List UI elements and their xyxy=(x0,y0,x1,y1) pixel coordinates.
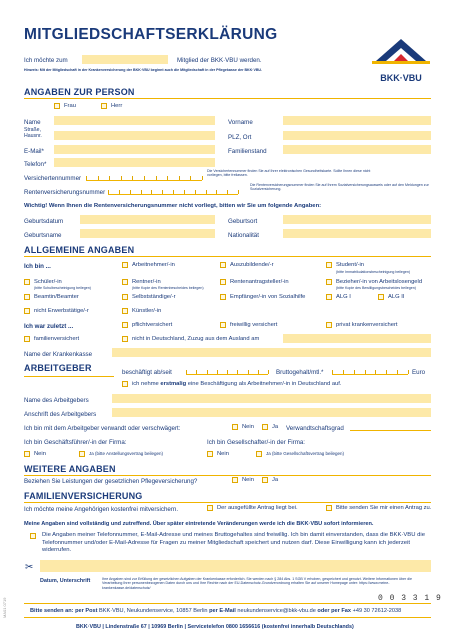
selbststaendig-label: Selbstständige/-r xyxy=(132,294,176,300)
signature-scissors-icon: ✂ xyxy=(25,562,34,573)
name-label: Name xyxy=(24,119,41,126)
digit-cell-tick xyxy=(397,370,398,374)
digit-cell-tick xyxy=(227,190,228,194)
nicht-erwerbstaetig-checkbox[interactable] xyxy=(24,308,30,314)
start-date-field[interactable] xyxy=(82,55,168,64)
gs-nein-checkbox[interactable] xyxy=(207,451,213,457)
pflege-nein-label: Nein xyxy=(242,477,254,483)
antrag-senden-checkbox[interactable] xyxy=(326,505,332,511)
section-allgemein-heading: ALLGEMEINE ANGABEN xyxy=(24,245,135,255)
section-arbeitgeber-heading: ARBEITGEBER xyxy=(24,363,92,373)
intro-suffix: Mitglied der BKK·VBU werden. xyxy=(177,57,262,64)
brutto-label: Bruttogehalt/mtl.* xyxy=(276,369,324,376)
freiwillig-label: freiwillig versichert xyxy=(230,322,278,328)
digit-cell-tick xyxy=(202,176,203,180)
euro-label: Euro xyxy=(412,369,426,376)
krankenkasse-label: Name der Krankenkasse xyxy=(24,351,93,358)
student-sub: (bitte Immatrikulationsbescheinigung beilegen) xyxy=(336,270,411,274)
section-person-heading: ANGABEN ZUR PERSON xyxy=(24,87,135,97)
signature-field[interactable] xyxy=(40,560,431,572)
section-weitere-heading: WEITERE ANGABEN xyxy=(24,464,116,474)
gf-nein-checkbox[interactable] xyxy=(24,451,30,457)
digit-cell-tick xyxy=(186,370,187,374)
arbeitgeber-anschrift-label: Anschrift des Arbeitgebers xyxy=(24,411,97,418)
digit-cell-tick xyxy=(144,176,145,180)
alg2-label: ALG II xyxy=(388,294,405,300)
antrag-liegt-checkbox[interactable] xyxy=(207,505,213,511)
arbeitgeber-name-label: Name des Arbeitgebers xyxy=(24,397,89,404)
rentner-sub: (bitte Kopie des Rentenbescheides beilegen) xyxy=(132,286,204,290)
name-field[interactable] xyxy=(54,116,215,125)
gf-ja-label: Ja (bitte Anstellungsvertrag beilegen) xyxy=(89,451,164,456)
digit-cell-tick xyxy=(375,370,376,374)
gf-ja-checkbox[interactable] xyxy=(79,451,85,457)
rentenantragsteller-checkbox[interactable] xyxy=(220,279,226,285)
geburtsdatum-label: Geburtsdatum xyxy=(24,218,64,225)
ausland-checkbox[interactable] xyxy=(122,336,128,342)
geburtsname-label: Geburtsname xyxy=(24,232,62,239)
student-checkbox[interactable] xyxy=(326,262,332,268)
geburtsdatum-field[interactable] xyxy=(80,215,215,224)
pflege-nein-checkbox[interactable] xyxy=(232,477,238,483)
senden-line: Bitte senden an: per Post BKK·VBU, Neukundenservice, 10857 Berlin per E-Mail neukundenservice@bkk-vbu.de oder per Fax +49 30 72612-2038 xyxy=(30,608,402,614)
vorname-label: Vorname xyxy=(228,119,253,126)
digit-cell-tick xyxy=(268,370,269,374)
digit-cell-tick xyxy=(119,190,120,194)
student-label: Student/-in xyxy=(336,262,365,268)
schueler-checkbox[interactable] xyxy=(24,279,30,285)
digit-cell-tick xyxy=(184,190,185,194)
alg1-checkbox[interactable] xyxy=(326,294,332,300)
pflicht-label: pflichtversichert xyxy=(132,322,173,328)
digit-cell-tick xyxy=(121,176,122,180)
digit-cell-tick xyxy=(227,370,228,374)
email-label: E-Mail* xyxy=(24,148,44,155)
schueler-label: Schüler/-in xyxy=(34,279,62,285)
digit-cell-tick xyxy=(132,176,133,180)
logo xyxy=(372,33,430,83)
kuenstler-label: Künstler/-in xyxy=(132,308,162,314)
familien-checkbox[interactable] xyxy=(24,336,30,342)
verwandtschaftsgrad-field[interactable] xyxy=(350,422,431,431)
digit-cell-tick xyxy=(238,190,239,194)
pflege-ja-label: Ja xyxy=(272,477,279,483)
erstmalig-text: ich nehme erstmalig eine Beschäftigung als Arbeitnehmer/-in in Deutschland auf. xyxy=(132,381,342,387)
datenschutz-text: Ihre Angaben sind zur Erfüllung der gesetzlichen Aufgaben der Krankenkasse erforderlich. Sie werden nach § 284 Abs. 1 SGB V erhoben, gespeichert und genutzt. Weitere Informationen über die Verarbeitung Ihrer personenbezogenen Daten durch uns und Ihre Rechte nach der EU-Datenschutz-Grundverordnung erhalten Sie auf unserer Homepage unter: https://www.meine-krankenkasse.de/datenschutz/ xyxy=(102,577,412,590)
alg2-checkbox[interactable] xyxy=(378,294,384,300)
geschaeftsfuehrer-label: Ich bin Geschäftsführer/-in der Firma: xyxy=(24,439,127,446)
privat-label: privat krankenversichert xyxy=(336,322,398,328)
erstmalig-checkbox[interactable] xyxy=(122,381,128,387)
verwandt-label: Ich bin mit dem Arbeitgeber verwandt oder verschwägert: xyxy=(24,425,181,432)
einwilligung-text: Die Angaben meiner Telefonnummer, E-Mail-Adresse und meines Bruttogehaltes sind freiwillig. Ich bin damit einverstanden, dass die BKK·VBU die Telefonnummer und/oder E-Mail-Adresse für Fragen zu meiner Mitgliedschaft speichert und nutzen darf. Diese Einwilligung kann ich jederzeit widerrufen. xyxy=(42,532,425,553)
digit-cell-tick xyxy=(386,370,387,374)
digit-cell-tick xyxy=(354,370,355,374)
verwandt-ja-label: Ja xyxy=(272,424,279,430)
empfaenger-checkbox[interactable] xyxy=(220,294,226,300)
side-code: MA01 0719 xyxy=(2,597,7,618)
verwandt-nein-checkbox[interactable] xyxy=(232,424,238,430)
digit-cell-tick xyxy=(179,176,180,180)
gf-nein-label: Nein xyxy=(34,451,46,457)
intro-prefix: Ich möchte zum xyxy=(24,57,68,64)
versichertennummer-hint: Die Versichertennummer finden Sie auf Ihrer elektronischen Gesundheitskarte. Sollte Ihnen diese nicht vorliegen, bitte freilassen. xyxy=(207,169,371,178)
bezieher-checkbox[interactable] xyxy=(326,279,332,285)
herr-checkbox[interactable] xyxy=(101,103,107,109)
bezieher-sub: (bitte Kopie des Bewilligungsbescheides beilegen) xyxy=(336,286,416,290)
ich-war-label: Ich war zuletzt ... xyxy=(24,323,74,330)
digit-cell-tick xyxy=(195,190,196,194)
beamtin-checkbox[interactable] xyxy=(24,294,30,300)
kuenstler-checkbox[interactable] xyxy=(122,308,128,314)
rentenversicherungsnummer-hint: Die Rentenversicherungsnummer finden Sie auf Ihrem Sozialversicherungsausweis oder auf den Meldungen zur Sozialversicherung. xyxy=(250,183,429,192)
email-field[interactable] xyxy=(54,145,215,154)
footer: BKK·VBU | Lindenstraße 67 | 10969 Berlin | Servicetelefon 0800 1656616 (kostenfrei innerhalb Deutschlands) xyxy=(76,624,354,630)
pflicht-checkbox[interactable] xyxy=(122,322,128,328)
schueler-sub: (bitte Schulbescheinigung beilegen) xyxy=(34,286,91,290)
digit-cell-tick xyxy=(130,190,131,194)
versichertennummer-label: Versichertennummer xyxy=(24,175,82,182)
verwandtschaftsgrad-label: Verwandtschaftsgrad xyxy=(286,425,344,432)
arbeitgeber-name-field[interactable] xyxy=(112,394,431,403)
nationalitaet-label: Nationalität xyxy=(228,232,259,239)
digit-cell-tick xyxy=(141,190,142,194)
familien-text: Ich möchte meine Angehörigen kostenfrei mitversichern. xyxy=(24,506,179,513)
pflege-label: Beziehen Sie Leistungen der gesetzlichen Pflegeversicherung? xyxy=(24,478,198,485)
brutto-field[interactable] xyxy=(332,366,408,375)
digit-cell-tick xyxy=(248,370,249,374)
gs-ja-label: Ja (bitte Gesellschaftsvertrag beilegen) xyxy=(266,451,345,456)
gs-nein-label: Nein xyxy=(217,451,229,457)
intro-hint: Hinweis: Mit der Mitgliedschaft in der Krankenversicherung der BKK·VBU beginnt auch die Mitgliedschaft in der Pflegekasse der BKK·VBU. xyxy=(24,68,263,72)
digit-cell-tick xyxy=(109,176,110,180)
digit-cell-tick xyxy=(217,370,218,374)
digit-cell-tick xyxy=(365,370,366,374)
digit-cell-tick xyxy=(343,370,344,374)
frau-label: Frau xyxy=(64,103,76,109)
digit-cell-tick xyxy=(156,176,157,180)
verwandt-nein-label: Nein xyxy=(242,424,254,430)
digit-cell-tick xyxy=(167,176,168,180)
digit-cell-tick xyxy=(408,370,409,374)
telefon-field[interactable] xyxy=(54,158,215,167)
rentenversicherungsnummer-label: Rentenversicherungsnummer xyxy=(24,189,106,196)
selbststaendig-checkbox[interactable] xyxy=(122,294,128,300)
wichtig-text: Wichtig! Wenn Ihnen die Rentenversicherungsnummer nicht vorliegt, bitten wir Sie um folgende Angaben: xyxy=(24,203,322,209)
digit-cell-tick xyxy=(151,190,152,194)
geburtsort-label: Geburtsort xyxy=(228,218,258,225)
logo-text: BKK·VBU xyxy=(380,73,422,83)
section-familien-heading: FAMILIENVERSICHERUNG xyxy=(24,491,143,501)
rentner-checkbox[interactable] xyxy=(122,279,128,285)
gesellschafter-label: Ich bin Gesellschafter/-in der Firma: xyxy=(207,439,306,446)
empfaenger-label: Empfänger/-in von Sozialhilfe xyxy=(230,294,306,300)
arbeitnehmer-checkbox[interactable] xyxy=(122,262,128,268)
herr-label: Herr xyxy=(111,103,123,109)
pflege-ja-checkbox[interactable] xyxy=(262,477,268,483)
rentenantragsteller-label: Rentenantragsteller/-in xyxy=(230,279,289,285)
ausland-label: nicht in Deutschland, Zuzug aus dem Ausland am xyxy=(132,336,260,342)
strasse-field[interactable] xyxy=(54,131,215,140)
digit-cell-tick xyxy=(190,176,191,180)
digit-cell-tick xyxy=(216,190,217,194)
frau-checkbox[interactable] xyxy=(54,103,60,109)
telefon-label: Telefon* xyxy=(24,161,47,168)
antrag-senden-label: Bitte senden Sie mir einen Antrag zu. xyxy=(336,505,432,511)
auszubildende-label: Auszubildende/-r xyxy=(230,262,274,268)
familien-label: familienversichert xyxy=(34,336,80,342)
geburtsort-field[interactable] xyxy=(283,215,431,224)
digit-cell-tick xyxy=(237,370,238,374)
bestaetigung-text: Meine Angaben sind vollständig und zutreffend. Über später eintretende Veränderungen werde ich die BKK·VBU sofort informieren. xyxy=(24,521,374,527)
familienstand-field[interactable] xyxy=(283,145,431,154)
digit-cell-tick xyxy=(86,176,87,180)
arbeitnehmer-label: Arbeitnehmer/-in xyxy=(132,262,175,268)
digit-cell-tick xyxy=(207,370,208,374)
digit-cell-tick xyxy=(162,190,163,194)
nicht-erwerbstaetig-label: nicht Erwerbstätige/-r xyxy=(34,308,89,314)
familienstand-label: Familienstand xyxy=(228,148,267,155)
strasse-label: Straße, Hausnr. xyxy=(24,127,42,139)
bezieher-label: Bezieher/-in von Arbeitslosengeld xyxy=(336,279,423,285)
verwandt-ja-checkbox[interactable] xyxy=(262,424,268,430)
alg1-label: ALG I xyxy=(336,294,351,300)
digit-cell-tick xyxy=(258,370,259,374)
rentenversicherungsnummer-field[interactable] xyxy=(108,186,238,195)
digit-cell-tick xyxy=(98,176,99,180)
page-title: MITGLIEDSCHAFTSERKLÄRUNG xyxy=(24,26,278,43)
vorname-field[interactable] xyxy=(283,116,431,125)
gs-ja-checkbox[interactable] xyxy=(256,451,262,457)
geburtsname-field[interactable] xyxy=(80,229,215,238)
nationalitaet-field[interactable] xyxy=(283,229,431,238)
antrag-liegt-label: Der ausgefüllte Antrag liegt bei. xyxy=(217,505,298,511)
digit-cell-tick xyxy=(173,190,174,194)
ausland-date-field[interactable] xyxy=(283,334,431,343)
einwilligung-checkbox[interactable] xyxy=(30,533,36,539)
digit-cell-tick xyxy=(332,370,333,374)
form-number: 0 0 3 3 1 9 xyxy=(378,594,442,603)
digit-cell-tick xyxy=(108,190,109,194)
freiwillig-checkbox[interactable] xyxy=(220,322,226,328)
rentner-label: Rentner/-in xyxy=(132,279,161,285)
plz-label: PLZ, Ort xyxy=(228,134,252,141)
plz-field[interactable] xyxy=(283,131,431,140)
digit-cell-tick xyxy=(206,190,207,194)
beamtin-label: Beamtin/Beamter xyxy=(34,294,79,300)
auszubildende-checkbox[interactable] xyxy=(220,262,226,268)
beschaeftigt-field[interactable] xyxy=(186,366,268,375)
krankenkasse-field[interactable] xyxy=(112,348,431,357)
privat-checkbox[interactable] xyxy=(326,322,332,328)
unterschrift-label: Datum, Unterschrift xyxy=(40,578,91,584)
beschaeftigt-label: beschäftigt ab/seit xyxy=(122,369,172,376)
ich-bin-label: Ich bin ... xyxy=(24,263,51,270)
versichertennummer-field[interactable] xyxy=(86,172,202,181)
digit-cell-tick xyxy=(196,370,197,374)
logo-house-icon xyxy=(372,33,430,67)
arbeitgeber-anschrift-field[interactable] xyxy=(112,408,431,417)
